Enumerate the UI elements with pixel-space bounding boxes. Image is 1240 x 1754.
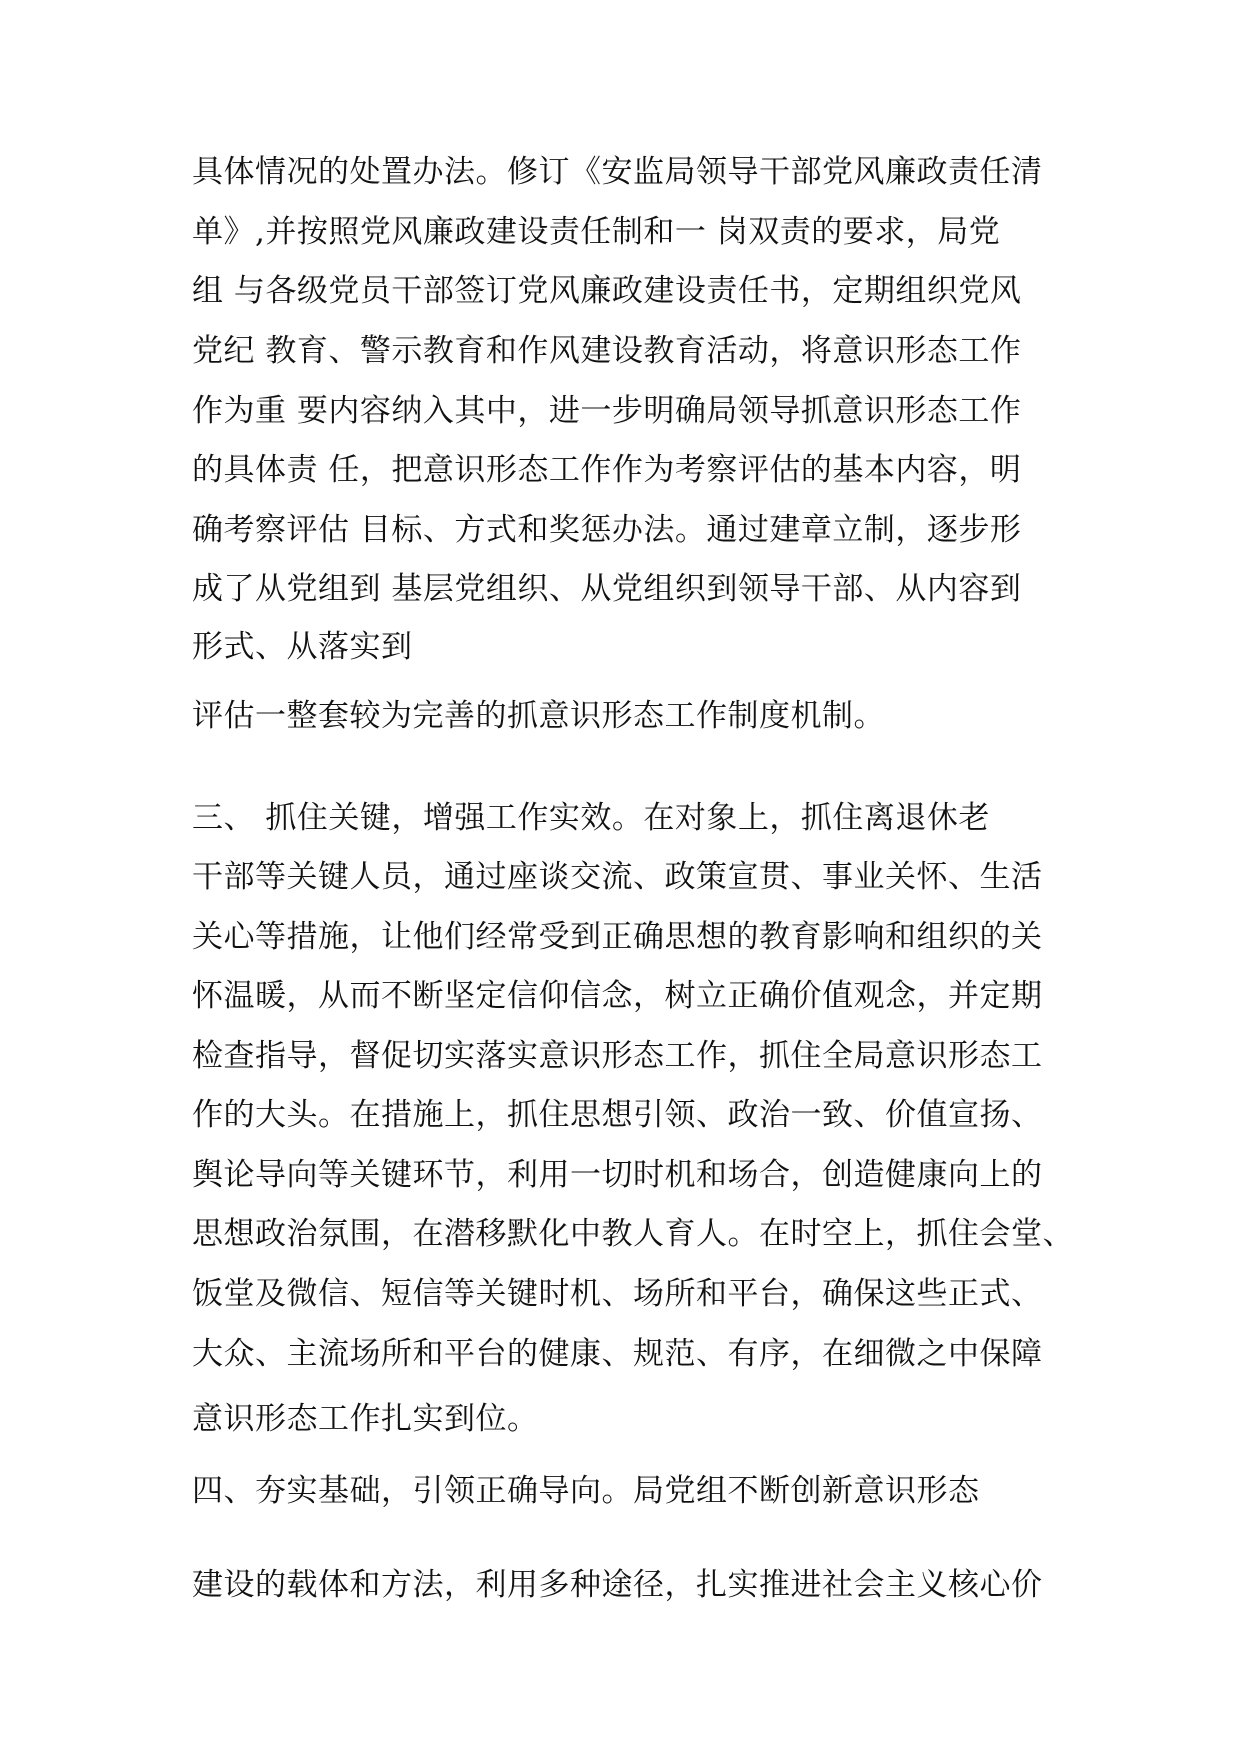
- text-line: 检查指导，督促切实落实意识形态工作，抓住全局意识形态工: [192, 1038, 1043, 1074]
- text-line: 意识形态工作扎实到位。: [192, 1401, 539, 1437]
- text-line: 确考察评估 目标、方式和奖惩办法。通过建章立制，逐步形: [192, 512, 1022, 548]
- paragraph-four-heading-line: 四、夯实基础，引领正确导向。局党组不断创新意识形态: [192, 1473, 980, 1509]
- text-line: 组 与各级党员干部签订党风廉政建设责任书，定期组织党风: [192, 273, 1022, 309]
- text-line: 具体情况的处置办法。修订《安监局领导干部党风廉政责任清: [192, 154, 1043, 190]
- text-line: 单》,并按照党风廉政建设责任制和一 岗双责的要求，局党: [192, 214, 1001, 250]
- text-line: 评估一整套较为完善的抓意识形态工作制度机制。: [192, 698, 885, 734]
- paragraph-three-heading-line: 三、 抓住关键，增强工作实效。在对象上，抓住离退休老: [192, 800, 990, 836]
- text-line: 大众、主流场所和平台的健康、规范、有序，在细微之中保障: [192, 1336, 1043, 1372]
- text-line: 作为重 要内容纳入其中，进一步明确局领导抓意识形态工作: [192, 393, 1022, 429]
- text-line: 关心等措施，让他们经常受到正确思想的教育影响和组织的关: [192, 919, 1043, 955]
- text-line: 建设的载体和方法，利用多种途径，扎实推进社会主义核心价: [192, 1567, 1043, 1603]
- text-line: 思想政治氛围，在潜移默化中教人育人。在时空上，抓住会堂、: [192, 1216, 1074, 1252]
- text-line: 干部等关键人员，通过座谈交流、政策宣贯、事业关怀、生活: [192, 859, 1043, 895]
- text-line: 党纪 教育、警示教育和作风建设教育活动，将意识形态工作: [192, 333, 1022, 369]
- text-line: 成了从党组到 基层党组织、从党组织到领导干部、从内容到: [192, 571, 1022, 607]
- text-line: 舆论导向等关键环节，利用一切时机和场合，创造健康向上的: [192, 1157, 1043, 1193]
- text-line: 作的大头。在措施上，抓住思想引领、政治一致、价值宣扬、: [192, 1097, 1043, 1133]
- text-line: 的具体责 任，把意识形态工作作为考察评估的基本内容，明: [192, 452, 1022, 488]
- text-line: 怀温暖，从而不断坚定信仰信念，树立正确价值观念，并定期: [192, 978, 1043, 1014]
- text-line: 饭堂及微信、短信等关键时机、场所和平台，确保这些正式、: [192, 1276, 1043, 1312]
- text-line: 形式、从落实到: [192, 629, 413, 665]
